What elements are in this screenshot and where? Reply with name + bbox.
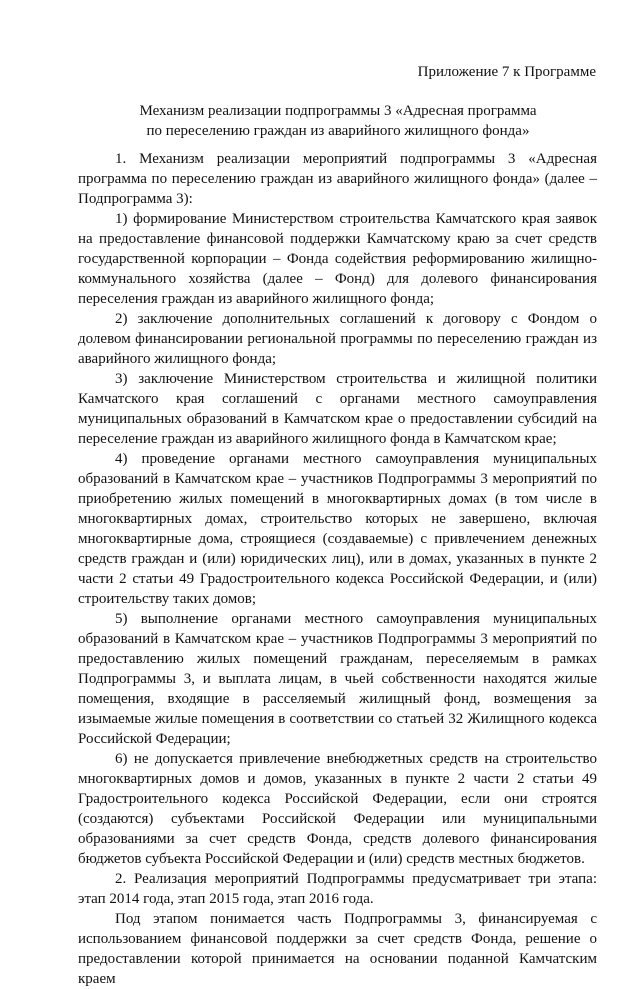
title-line-2: по переселению граждан из аварийного жилищного фонда» [146,123,530,139]
paragraph-1: 1. Механизм реализации мероприятий подпрограммы 3 «Адресная программа по переселению граждан из аварийного жилищного фонда» (далее – Подпрограмма 3): [78,151,597,207]
paragraph-2: 2. Реализация мероприятий Подпрограммы предусматривает три этапа: этап 2014 года, этап 2015 года, этап 2016 года. [78,871,597,907]
paragraph-item-3: 3) заключение Министерством строительства и жилищной политики Камчатского края соглашений с органами местного самоуправления муниципальных образований в Камчатском крае о предоставлении субсидий на переселение граждан из аварийного жилищного фонда в Камчатском крае; [78,371,597,447]
paragraph-item-6: 6) не допускается привлечение внебюджетных средств на строительство многоквартирных домов и домов, указанных в пункте 2 части 2 статьи 49 Градостроительного кодекса Российской Федерации, если они строятся (создаются) субъектами Российской Федерации или муниципальными образованиями за счет средств Фонда, средств долевого финансирования бюджетов субъекта Российской Федерации и (или) средств местных бюджетов. [78,751,597,867]
paragraph-stage: Под этапом понимается часть Подпрограммы 3, финансируемая с использованием финансовой поддержки за счет средств Фонда, решение о предоставлении которой принимается на основании поданной Камчатским краем [78,911,597,987]
document-title [72,101,604,141]
paragraph-item-4: 4) проведение органами местного самоуправления муниципальных образований в Камчатском крае – участников Подпрограммы 3 мероприятий по приобретению жилых помещений в многоквартирных домах (в том числе в многоквартирных домах, строительство которых не завершено, включая многоквартирные дома, строящиеся (создаваемые) с привлечением денежных средств граждан и (или) юридических лиц), или в домах, указанных в пункте 2 части 2 статьи 49 Градостроительного кодекса Российской Федерации, и (или) строительству таких домов; [78,451,597,607]
paragraph-item-2: 2) заключение дополнительных соглашений к договору с Фондом о долевом финансировании региональной программы по переселению граждан из аварийного жилищного фонда; [78,311,597,367]
paragraph-item-5: 5) выполнение органами местного самоуправления муниципальных образований в Камчатском крае – участников Подпрограммы 3 мероприятий по предоставлению жилых помещений гражданам, переселяемым в рамках Подпрограммы 3, и выплата лицам, в чьей собственности находятся жилые помещения, входящие в расселяемый жилищный фонд, возмещения за изымаемые жилые помещения в соответствии со статьей 32 Жилищного кодекса Российской Федерации; [78,611,597,747]
paragraph-item-1: 1) формирование Министерством строительства Камчатского края заявок на предоставление финансовой поддержки Камчатскому краю за счет средств государственной корпорации – Фонда содействия реформированию жилищно-коммунального хозяйства (далее – Фонд) для долевого финансирования переселения граждан из аварийного жилищного фонда; [78,211,597,307]
title-line-1: Механизм реализации подпрограммы 3 «Адресная программа [139,103,537,119]
appendix-label: Приложение 7 к Программе [417,64,596,80]
document-body [78,149,597,989]
